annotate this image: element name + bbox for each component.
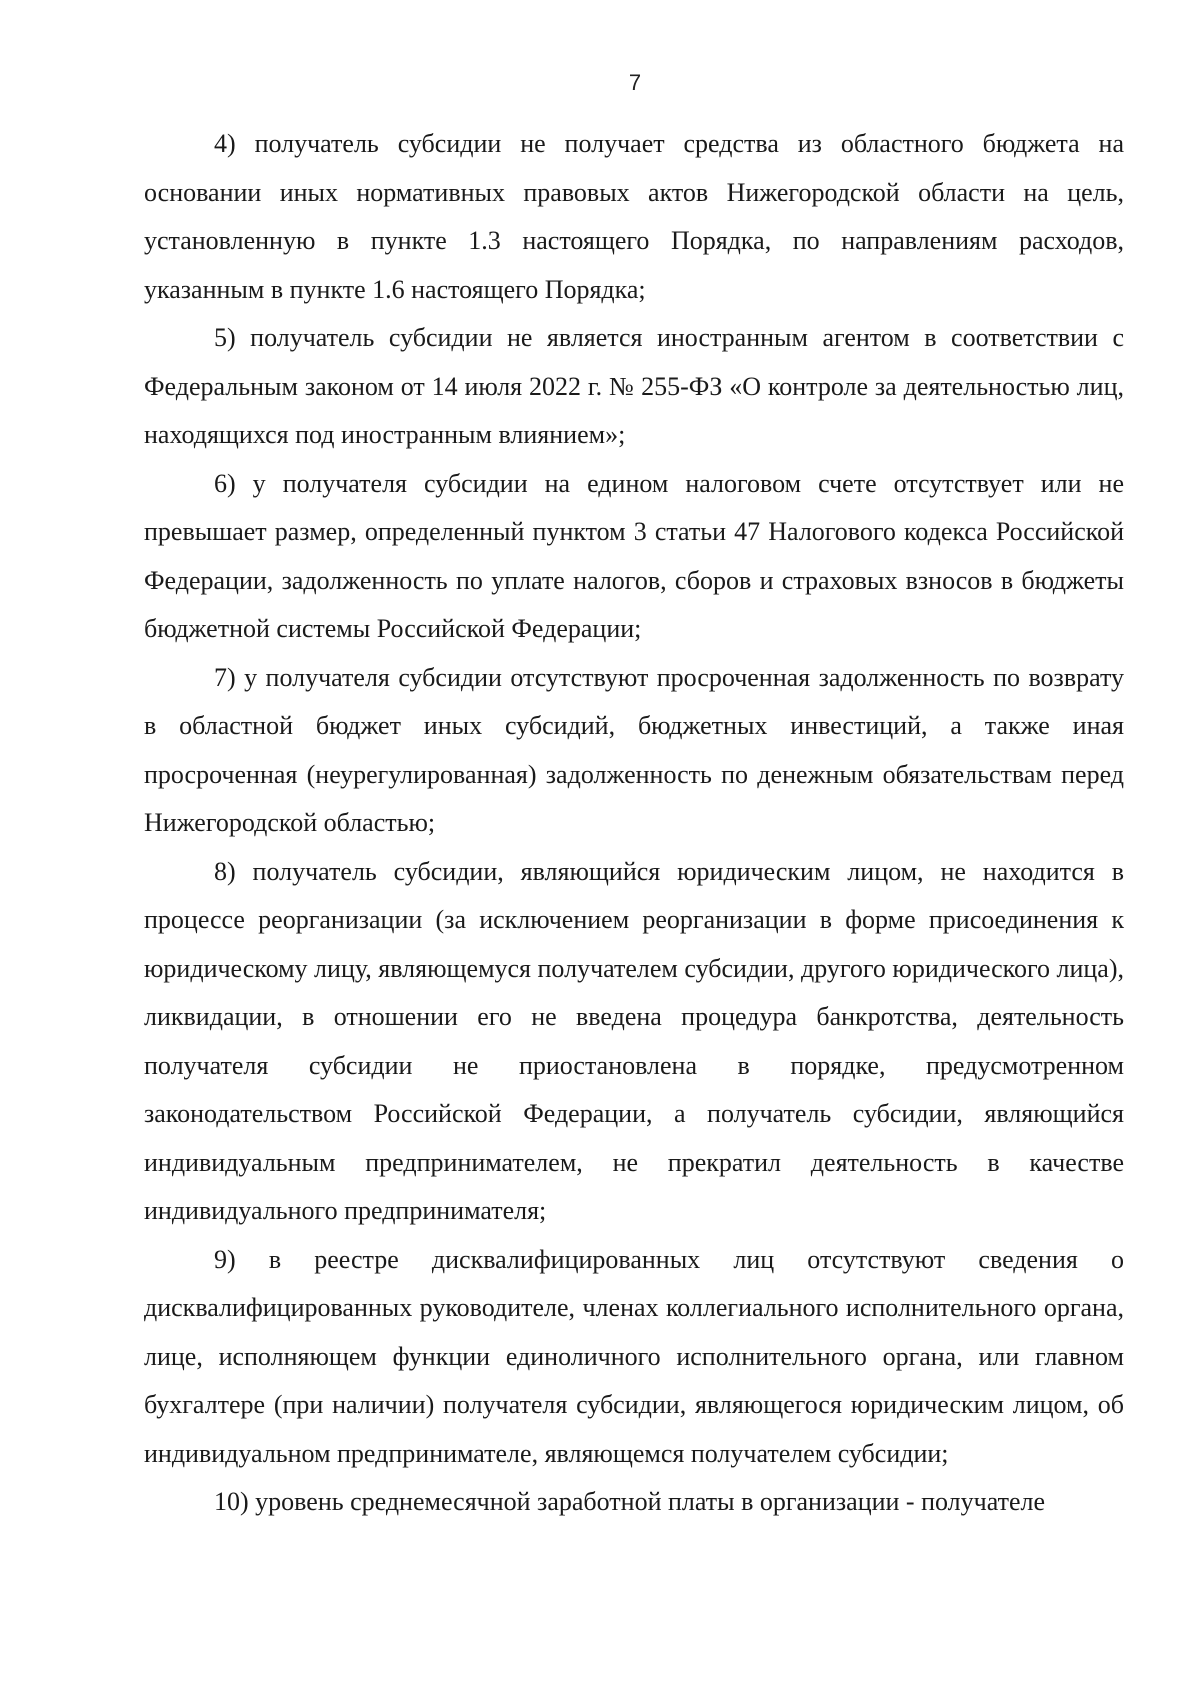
paragraph-item-10: 10) уровень среднемесячной заработной платы в организации - получателе xyxy=(214,1487,1045,1516)
paragraph-item-5: 5) получатель субсидии не является иностранным агентом в соответствии с Федеральным законом от 14 июля 2022 г. № 255-ФЗ «О контроле за деятельностью лиц, находящихся под иностранным влиянием»; xyxy=(144,323,1124,449)
paragraph-item-6: 6) у получателя субсидии на едином налоговом счете отсутствует или не превышает размер, определенный пунктом 3 статьи 47 Налогового кодекса Российской Федерации, задолженность по уплате налогов, сборов и страховых взносов в бюджеты бюджетной системы Российской Федерации; xyxy=(144,468,1124,643)
document-body xyxy=(144,120,1124,1527)
paragraph-item-7: 7) у получателя субсидии отсутствуют просроченная задолженность по возврату в областной бюджет иных субсидий, бюджетных инвестиций, а также иная просроченная (неурегулированная) задолженность по денежным обязательствам перед Нижегородской областью; xyxy=(144,662,1124,837)
paragraph-item-8: 8) получатель субсидии, являющийся юридическим лицом, не находится в процессе реорганизации (за исключением реорганизации в форме присоединения к юридическому лицу, являющемуся получателем субсидии, другого юридического лица), ликвидации, в отношении его не введена процедура банкротства, деятельность получателя субсидии не приостановлена в порядке, предусмотренном законодательством Российской Федерации, а получатель субсидии, являющийся индивидуальным предпринимателем, не прекратил деятельность в качестве индивидуального предпринимателя; xyxy=(144,856,1125,1225)
page-number: 7 xyxy=(628,70,642,95)
paragraph-item-9: 9) в реестре дисквалифицированных лиц отсутствуют сведения о дисквалифицированных руководителе, членах коллегиального исполнительного органа, лице, исполняющем функции единоличного исполнительного органа, или главном бухгалтере (при наличии) получателя субсидии, являющегося юридическим лицом, об индивидуальном предпринимателе, являющемся получателем субсидии; xyxy=(144,1244,1124,1468)
paragraph-item-4: 4) получатель субсидии не получает средства из областного бюджета на основании иных нормативных правовых актов Нижегородской области на цель, установленную в пункте 1.3 настоящего Порядка, по направлениям расходов, указанным в пункте 1.6 настоящего Порядка; xyxy=(144,129,1124,304)
